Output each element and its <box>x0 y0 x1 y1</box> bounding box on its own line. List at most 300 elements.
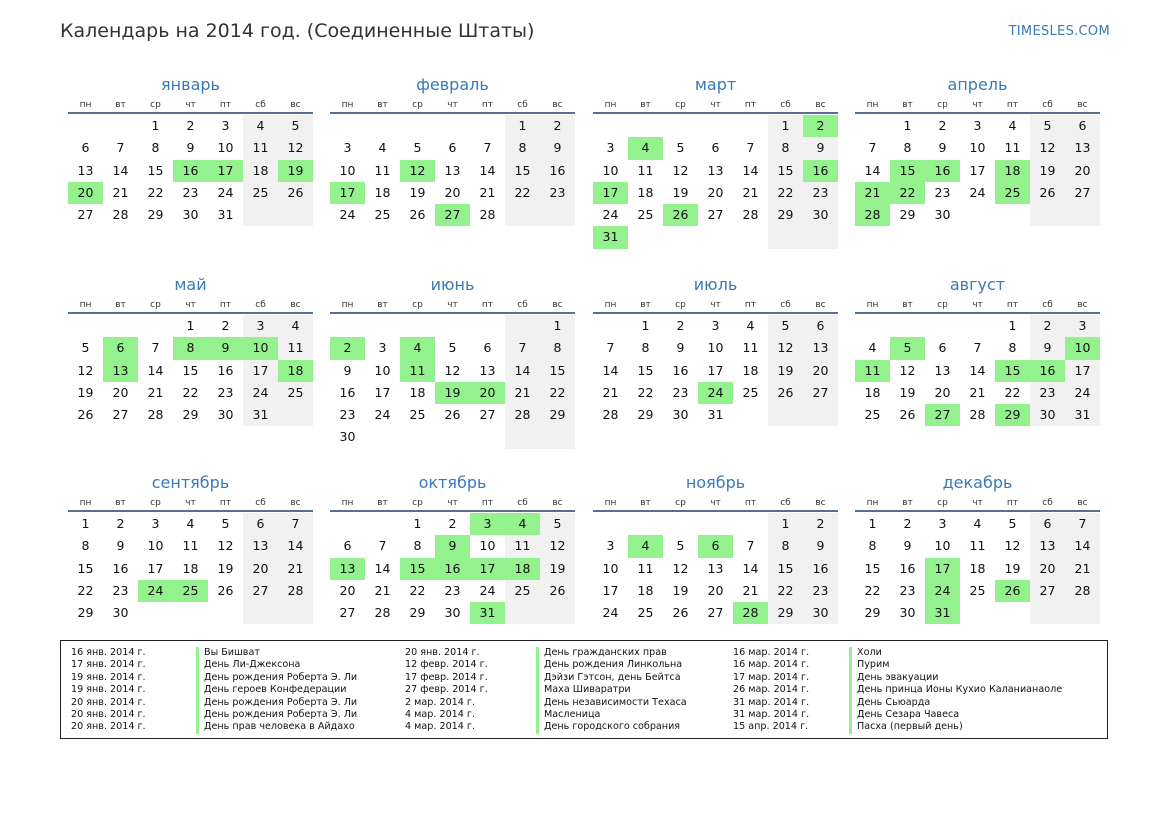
day-cell[interactable]: 11 <box>969 538 986 554</box>
day-cell[interactable]: 6 <box>81 140 90 156</box>
holiday-day-cell[interactable]: 26 <box>995 580 1030 602</box>
day-cell[interactable]: 17 <box>707 362 724 378</box>
holiday-day-cell[interactable]: 15 <box>890 160 925 182</box>
day-cell[interactable]: 24 <box>374 407 391 423</box>
day-cell[interactable]: 25 <box>374 207 391 223</box>
day-cell[interactable]: 30 <box>899 605 916 621</box>
day-cell[interactable]: 20 <box>707 582 724 598</box>
day-cell[interactable]: 16 <box>217 362 234 378</box>
day-cell[interactable]: 6 <box>343 538 352 554</box>
day-cell[interactable]: 29 <box>77 605 94 621</box>
day-cell[interactable]: 25 <box>864 407 881 423</box>
day-cell[interactable]: 22 <box>77 582 94 598</box>
day-cell[interactable]: 26 <box>672 605 689 621</box>
day-cell[interactable]: 3 <box>938 516 947 531</box>
holiday-day-cell[interactable]: 28 <box>855 204 890 226</box>
day-cell[interactable]: 3 <box>711 318 720 333</box>
day-cell[interactable]: 24 <box>1065 382 1100 404</box>
day-cell[interactable]: 7 <box>151 340 160 356</box>
day-cell[interactable]: 1 <box>768 513 803 535</box>
day-cell[interactable]: 28 <box>112 207 129 223</box>
day-cell[interactable]: 4 <box>1008 118 1017 133</box>
day-cell[interactable]: 7 <box>606 340 615 356</box>
holiday-day-cell[interactable]: 18 <box>505 558 540 580</box>
day-cell[interactable]: 29 <box>147 207 164 223</box>
day-cell[interactable]: 5 <box>278 115 313 137</box>
holiday-day-cell[interactable]: 18 <box>278 360 313 382</box>
holiday-day-cell[interactable]: 20 <box>68 182 103 204</box>
holiday-day-cell[interactable]: 29 <box>995 404 1030 426</box>
day-cell[interactable]: 15 <box>182 362 199 378</box>
day-cell[interactable]: 1 <box>768 115 803 137</box>
day-cell[interactable]: 20 <box>707 184 724 200</box>
day-cell[interactable]: 18 <box>243 160 278 182</box>
holiday-day-cell[interactable]: 27 <box>435 204 470 226</box>
holiday-day-cell[interactable]: 28 <box>733 602 768 624</box>
day-cell[interactable]: 4 <box>378 140 387 156</box>
holiday-day-cell[interactable]: 9 <box>435 535 470 557</box>
day-cell[interactable]: 30 <box>672 407 689 423</box>
holiday-day-cell[interactable]: 4 <box>628 137 663 159</box>
day-cell[interactable]: 5 <box>413 140 422 156</box>
day-cell[interactable]: 14 <box>479 162 496 178</box>
day-cell[interactable]: 23 <box>1030 382 1065 404</box>
day-cell[interactable]: 27 <box>707 605 724 621</box>
day-cell[interactable]: 8 <box>413 538 422 554</box>
day-cell[interactable]: 6 <box>243 513 278 535</box>
day-cell[interactable]: 1 <box>903 118 912 133</box>
day-cell[interactable]: 21 <box>278 558 313 580</box>
day-cell[interactable]: 29 <box>637 407 654 423</box>
day-cell[interactable]: 22 <box>768 580 803 602</box>
day-cell[interactable]: 3 <box>606 140 615 156</box>
holiday-day-cell[interactable]: 31 <box>593 226 628 248</box>
day-cell[interactable]: 30 <box>182 207 199 223</box>
day-cell[interactable]: 23 <box>182 184 199 200</box>
day-cell[interactable]: 24 <box>479 582 496 598</box>
day-cell[interactable]: 6 <box>1030 513 1065 535</box>
day-cell[interactable]: 7 <box>1065 513 1100 535</box>
holiday-day-cell[interactable]: 21 <box>855 182 890 204</box>
day-cell[interactable]: 2 <box>903 516 912 531</box>
day-cell[interactable]: 1 <box>186 318 195 333</box>
day-cell[interactable]: 12 <box>278 137 313 159</box>
day-cell[interactable]: 17 <box>243 360 278 382</box>
day-cell[interactable]: 31 <box>243 404 278 426</box>
day-cell[interactable]: 2 <box>186 118 195 133</box>
day-cell[interactable]: 26 <box>278 182 313 204</box>
day-cell[interactable]: 2 <box>803 513 838 535</box>
holiday-day-cell[interactable]: 4 <box>628 535 663 557</box>
day-cell[interactable]: 16 <box>899 560 916 576</box>
day-cell[interactable]: 18 <box>374 184 391 200</box>
day-cell[interactable]: 13 <box>707 162 724 178</box>
day-cell[interactable]: 19 <box>672 582 689 598</box>
holiday-day-cell[interactable]: 16 <box>803 160 838 182</box>
day-cell[interactable]: 4 <box>278 315 313 337</box>
day-cell[interactable]: 14 <box>505 360 540 382</box>
day-cell[interactable]: 23 <box>899 582 916 598</box>
day-cell[interactable]: 2 <box>221 318 230 333</box>
day-cell[interactable]: 25 <box>505 580 540 602</box>
day-cell[interactable]: 11 <box>278 337 313 359</box>
holiday-day-cell[interactable]: 17 <box>330 182 365 204</box>
day-cell[interactable]: 21 <box>742 582 759 598</box>
day-cell[interactable]: 5 <box>540 513 575 535</box>
day-cell[interactable]: 18 <box>409 384 426 400</box>
holiday-day-cell[interactable]: 16 <box>925 160 960 182</box>
day-cell[interactable]: 11 <box>182 538 199 554</box>
day-cell[interactable]: 29 <box>182 407 199 423</box>
site-link[interactable]: TIMESLES.COM <box>1008 24 1110 39</box>
holiday-day-cell[interactable]: 5 <box>890 337 925 359</box>
day-cell[interactable]: 19 <box>1030 160 1065 182</box>
day-cell[interactable]: 3 <box>151 516 160 531</box>
day-cell[interactable]: 25 <box>278 382 313 404</box>
day-cell[interactable]: 26 <box>1030 182 1065 204</box>
day-cell[interactable]: 13 <box>707 560 724 576</box>
day-cell[interactable]: 30 <box>112 605 129 621</box>
day-cell[interactable]: 12 <box>899 362 916 378</box>
holiday-day-cell[interactable]: 17 <box>208 160 243 182</box>
day-cell[interactable]: 18 <box>637 184 654 200</box>
day-cell[interactable]: 28 <box>602 407 619 423</box>
day-cell[interactable]: 7 <box>746 538 755 554</box>
day-cell[interactable]: 2 <box>1030 315 1065 337</box>
day-cell[interactable]: 5 <box>1008 516 1017 531</box>
day-cell[interactable]: 5 <box>1030 115 1065 137</box>
day-cell[interactable]: 30 <box>934 207 951 223</box>
day-cell[interactable]: 5 <box>676 538 685 554</box>
day-cell[interactable]: 30 <box>803 204 838 226</box>
day-cell[interactable]: 8 <box>81 538 90 554</box>
day-cell[interactable]: 11 <box>742 340 759 356</box>
day-cell[interactable]: 27 <box>1030 580 1065 602</box>
holiday-day-cell[interactable]: 4 <box>505 513 540 535</box>
day-cell[interactable]: 23 <box>934 184 951 200</box>
day-cell[interactable]: 19 <box>409 184 426 200</box>
day-cell[interactable]: 21 <box>479 184 496 200</box>
day-cell[interactable]: 6 <box>1065 115 1100 137</box>
day-cell[interactable]: 13 <box>1065 137 1100 159</box>
day-cell[interactable]: 8 <box>540 337 575 359</box>
day-cell[interactable]: 22 <box>409 582 426 598</box>
day-cell[interactable]: 28 <box>1065 580 1100 602</box>
holiday-day-cell[interactable]: 25 <box>995 182 1030 204</box>
day-cell[interactable]: 5 <box>448 340 457 356</box>
day-cell[interactable]: 11 <box>637 560 654 576</box>
day-cell[interactable]: 9 <box>676 340 685 356</box>
day-cell[interactable]: 30 <box>803 602 838 624</box>
day-cell[interactable]: 7 <box>973 340 982 356</box>
day-cell[interactable]: 21 <box>374 582 391 598</box>
day-cell[interactable]: 20 <box>444 184 461 200</box>
holiday-day-cell[interactable]: 18 <box>995 160 1030 182</box>
holiday-day-cell[interactable]: 11 <box>400 360 435 382</box>
day-cell[interactable]: 1 <box>151 118 160 133</box>
day-cell[interactable]: 16 <box>339 384 356 400</box>
day-cell[interactable]: 20 <box>934 384 951 400</box>
holiday-day-cell[interactable]: 12 <box>400 160 435 182</box>
day-cell[interactable]: 10 <box>339 162 356 178</box>
day-cell[interactable]: 21 <box>742 184 759 200</box>
day-cell[interactable]: 28 <box>479 207 496 223</box>
day-cell[interactable]: 6 <box>803 315 838 337</box>
day-cell[interactable]: 28 <box>374 605 391 621</box>
day-cell[interactable]: 1 <box>540 315 575 337</box>
day-cell[interactable]: 10 <box>147 538 164 554</box>
day-cell[interactable]: 2 <box>116 516 125 531</box>
holiday-day-cell[interactable]: 10 <box>243 337 278 359</box>
day-cell[interactable]: 14 <box>1065 535 1100 557</box>
holiday-day-cell[interactable]: 2 <box>330 337 365 359</box>
day-cell[interactable]: 4 <box>186 516 195 531</box>
holiday-day-cell[interactable]: 16 <box>1030 360 1065 382</box>
day-cell[interactable]: 14 <box>864 162 881 178</box>
day-cell[interactable]: 21 <box>147 384 164 400</box>
day-cell[interactable]: 17 <box>969 162 986 178</box>
day-cell[interactable]: 12 <box>77 362 94 378</box>
day-cell[interactable]: 29 <box>409 605 426 621</box>
day-cell[interactable]: 6 <box>938 340 947 356</box>
holiday-day-cell[interactable]: 17 <box>470 558 505 580</box>
day-cell[interactable]: 13 <box>444 162 461 178</box>
day-cell[interactable]: 8 <box>868 538 877 554</box>
day-cell[interactable]: 12 <box>444 362 461 378</box>
day-cell[interactable]: 14 <box>147 362 164 378</box>
day-cell[interactable]: 12 <box>1030 137 1065 159</box>
day-cell[interactable]: 9 <box>116 538 125 554</box>
day-cell[interactable]: 28 <box>969 407 986 423</box>
day-cell[interactable]: 20 <box>243 558 278 580</box>
day-cell[interactable]: 3 <box>243 315 278 337</box>
day-cell[interactable]: 15 <box>637 362 654 378</box>
day-cell[interactable]: 25 <box>409 407 426 423</box>
day-cell[interactable]: 17 <box>1065 360 1100 382</box>
day-cell[interactable]: 6 <box>483 340 492 356</box>
day-cell[interactable]: 29 <box>768 602 803 624</box>
day-cell[interactable]: 21 <box>602 384 619 400</box>
day-cell[interactable]: 9 <box>343 362 352 378</box>
day-cell[interactable]: 19 <box>540 558 575 580</box>
day-cell[interactable]: 15 <box>768 160 803 182</box>
day-cell[interactable]: 17 <box>602 582 619 598</box>
day-cell[interactable]: 14 <box>374 560 391 576</box>
day-cell[interactable]: 3 <box>606 538 615 554</box>
day-cell[interactable]: 1 <box>868 516 877 531</box>
day-cell[interactable]: 26 <box>409 207 426 223</box>
day-cell[interactable]: 12 <box>1004 538 1021 554</box>
day-cell[interactable]: 25 <box>969 582 986 598</box>
day-cell[interactable]: 22 <box>505 182 540 204</box>
day-cell[interactable]: 16 <box>112 560 129 576</box>
day-cell[interactable]: 18 <box>864 384 881 400</box>
day-cell[interactable]: 5 <box>676 140 685 156</box>
day-cell[interactable]: 17 <box>147 560 164 576</box>
day-cell[interactable]: 1 <box>81 516 90 531</box>
day-cell[interactable]: 9 <box>803 137 838 159</box>
day-cell[interactable]: 4 <box>746 318 755 333</box>
day-cell[interactable]: 22 <box>147 184 164 200</box>
day-cell[interactable]: 13 <box>243 535 278 557</box>
day-cell[interactable]: 4 <box>973 516 982 531</box>
day-cell[interactable]: 28 <box>505 404 540 426</box>
day-cell[interactable]: 14 <box>278 535 313 557</box>
day-cell[interactable]: 11 <box>1004 140 1021 156</box>
day-cell[interactable]: 8 <box>768 137 803 159</box>
day-cell[interactable]: 8 <box>768 535 803 557</box>
day-cell[interactable]: 12 <box>672 162 689 178</box>
day-cell[interactable]: 28 <box>742 207 759 223</box>
holiday-day-cell[interactable]: 15 <box>995 360 1030 382</box>
day-cell[interactable]: 12 <box>768 337 803 359</box>
day-cell[interactable]: 19 <box>768 360 803 382</box>
day-cell[interactable]: 21 <box>1065 558 1100 580</box>
holiday-day-cell[interactable]: 31 <box>470 602 505 624</box>
day-cell[interactable]: 1 <box>1008 318 1017 333</box>
day-cell[interactable]: 27 <box>1065 182 1100 204</box>
day-cell[interactable]: 11 <box>374 162 391 178</box>
day-cell[interactable]: 21 <box>969 384 986 400</box>
day-cell[interactable]: 22 <box>1004 384 1021 400</box>
holiday-day-cell[interactable]: 17 <box>925 558 960 580</box>
day-cell[interactable]: 13 <box>803 337 838 359</box>
day-cell[interactable]: 27 <box>77 207 94 223</box>
day-cell[interactable]: 7 <box>378 538 387 554</box>
day-cell[interactable]: 19 <box>77 384 94 400</box>
day-cell[interactable]: 27 <box>243 580 278 602</box>
day-cell[interactable]: 17 <box>374 384 391 400</box>
day-cell[interactable]: 18 <box>969 560 986 576</box>
holiday-day-cell[interactable]: 13 <box>330 558 365 580</box>
day-cell[interactable]: 5 <box>768 315 803 337</box>
day-cell[interactable]: 20 <box>1065 160 1100 182</box>
day-cell[interactable]: 4 <box>868 340 877 356</box>
day-cell[interactable]: 27 <box>479 407 496 423</box>
day-cell[interactable]: 5 <box>221 516 230 531</box>
holiday-day-cell[interactable]: 11 <box>855 360 890 382</box>
holiday-day-cell[interactable]: 9 <box>208 337 243 359</box>
day-cell[interactable]: 27 <box>803 382 838 404</box>
day-cell[interactable]: 26 <box>768 382 803 404</box>
day-cell[interactable]: 8 <box>151 140 160 156</box>
day-cell[interactable]: 15 <box>147 162 164 178</box>
day-cell[interactable]: 19 <box>672 184 689 200</box>
day-cell[interactable]: 27 <box>707 207 724 223</box>
day-cell[interactable]: 19 <box>899 384 916 400</box>
day-cell[interactable]: 10 <box>707 340 724 356</box>
day-cell[interactable]: 7 <box>868 140 877 156</box>
day-cell[interactable]: 23 <box>217 384 234 400</box>
day-cell[interactable]: 3 <box>1065 315 1100 337</box>
holiday-day-cell[interactable]: 22 <box>890 182 925 204</box>
day-cell[interactable]: 29 <box>768 204 803 226</box>
day-cell[interactable]: 24 <box>217 184 234 200</box>
day-cell[interactable]: 29 <box>540 404 575 426</box>
holiday-day-cell[interactable]: 19 <box>435 382 470 404</box>
day-cell[interactable]: 12 <box>540 535 575 557</box>
day-cell[interactable]: 10 <box>969 140 986 156</box>
day-cell[interactable]: 2 <box>938 118 947 133</box>
day-cell[interactable]: 22 <box>540 382 575 404</box>
day-cell[interactable]: 25 <box>243 182 278 204</box>
day-cell[interactable]: 16 <box>672 362 689 378</box>
day-cell[interactable]: 22 <box>182 384 199 400</box>
day-cell[interactable]: 16 <box>803 558 838 580</box>
day-cell[interactable]: 29 <box>864 605 881 621</box>
day-cell[interactable]: 19 <box>1004 560 1021 576</box>
day-cell[interactable]: 26 <box>444 407 461 423</box>
day-cell[interactable]: 26 <box>77 407 94 423</box>
day-cell[interactable]: 30 <box>339 429 356 445</box>
day-cell[interactable]: 31 <box>1065 404 1100 426</box>
day-cell[interactable]: 9 <box>1030 337 1065 359</box>
day-cell[interactable]: 26 <box>217 582 234 598</box>
day-cell[interactable]: 14 <box>602 362 619 378</box>
day-cell[interactable]: 5 <box>81 340 90 356</box>
day-cell[interactable]: 19 <box>217 560 234 576</box>
day-cell[interactable]: 10 <box>934 538 951 554</box>
day-cell[interactable]: 18 <box>182 560 199 576</box>
holiday-day-cell[interactable]: 26 <box>663 204 698 226</box>
day-cell[interactable]: 1 <box>413 516 422 531</box>
day-cell[interactable]: 8 <box>641 340 650 356</box>
day-cell[interactable]: 23 <box>112 582 129 598</box>
day-cell[interactable]: 13 <box>77 162 94 178</box>
holiday-day-cell[interactable]: 6 <box>103 337 138 359</box>
day-cell[interactable]: 6 <box>448 140 457 156</box>
day-cell[interactable]: 28 <box>147 407 164 423</box>
day-cell[interactable]: 24 <box>969 184 986 200</box>
day-cell[interactable]: 21 <box>112 184 129 200</box>
day-cell[interactable]: 24 <box>339 207 356 223</box>
holiday-day-cell[interactable]: 8 <box>173 337 208 359</box>
day-cell[interactable]: 8 <box>1008 340 1017 356</box>
day-cell[interactable]: 13 <box>479 362 496 378</box>
day-cell[interactable]: 1 <box>641 318 650 333</box>
day-cell[interactable]: 12 <box>672 560 689 576</box>
day-cell[interactable]: 2 <box>676 318 685 333</box>
day-cell[interactable]: 15 <box>768 558 803 580</box>
day-cell[interactable]: 9 <box>540 137 575 159</box>
day-cell[interactable]: 15 <box>505 160 540 182</box>
day-cell[interactable]: 11 <box>637 162 654 178</box>
day-cell[interactable]: 8 <box>903 140 912 156</box>
day-cell[interactable]: 23 <box>803 182 838 204</box>
holiday-day-cell[interactable]: 27 <box>925 404 960 426</box>
day-cell[interactable]: 2 <box>448 516 457 531</box>
day-cell[interactable]: 23 <box>672 384 689 400</box>
day-cell[interactable]: 24 <box>243 382 278 404</box>
holiday-day-cell[interactable]: 10 <box>1065 337 1100 359</box>
day-cell[interactable]: 27 <box>339 605 356 621</box>
day-cell[interactable]: 7 <box>278 513 313 535</box>
day-cell[interactable]: 24 <box>602 605 619 621</box>
day-cell[interactable]: 28 <box>278 580 313 602</box>
holiday-day-cell[interactable]: 16 <box>435 558 470 580</box>
day-cell[interactable]: 22 <box>768 182 803 204</box>
day-cell[interactable]: 30 <box>444 605 461 621</box>
holiday-day-cell[interactable]: 13 <box>103 360 138 382</box>
day-cell[interactable]: 9 <box>803 535 838 557</box>
day-cell[interactable]: 23 <box>803 580 838 602</box>
day-cell[interactable]: 9 <box>186 140 195 156</box>
day-cell[interactable]: 20 <box>803 360 838 382</box>
day-cell[interactable]: 1 <box>505 115 540 137</box>
holiday-day-cell[interactable]: 17 <box>593 182 628 204</box>
holiday-day-cell[interactable]: 2 <box>803 115 838 137</box>
day-cell[interactable]: 23 <box>540 182 575 204</box>
